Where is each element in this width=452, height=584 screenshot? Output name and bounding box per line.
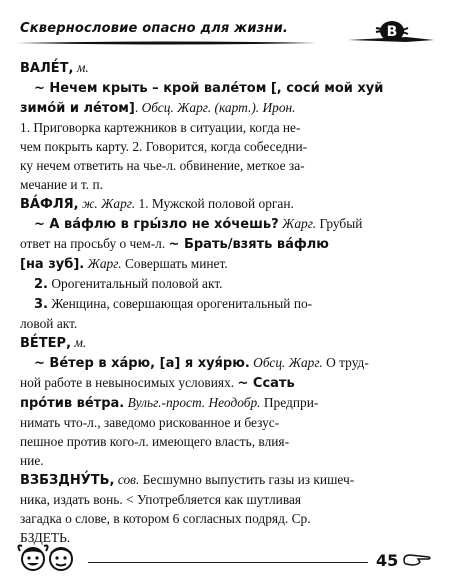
faces-icon (16, 540, 80, 574)
usage-label: Жарг. (282, 216, 317, 231)
entry-headword: ВЗБЗДНУ́ТЬ, (20, 473, 115, 488)
entry-headword: ВЕ́ТЕР, (20, 336, 72, 351)
sense-number: 2. (34, 277, 48, 292)
definition-text: Бесшумно выпустить газы из кишеч- (142, 472, 355, 487)
idiom: ~ А ва́флю в гры́зло не хо́чешь? (34, 217, 279, 232)
header-letter: В (386, 24, 398, 40)
definition-line: БЗДЕТЬ. (20, 530, 71, 545)
entry-vaflya: ВА́ФЛЯ, ж. Жарг. 1. Мужской половой орган. ~ А ва́флю в гры́зло не хо́чешь? Жарг. Грубый ответ на просьбу о чем-л. ~ Брать/взять ва́флю [на зуб]. Жарг. Совершать минет. 2. Орогенитальный половой акт. 3. Женщина, совершающая орогенитальный по- ловой акт. (20, 194, 438, 333)
definition-line: ние. (20, 453, 44, 468)
running-header (16, 12, 440, 48)
idiom: ~ Нечем крыть – крой вале́том [, соси́ мой хуй (34, 81, 384, 96)
pointing-hand-icon (402, 552, 432, 568)
usage-label: Жарг. (87, 256, 122, 271)
brush-stroke-icon (16, 40, 316, 46)
sense-number: 3. (34, 297, 48, 312)
usage-label: Обсц. Жарг. (карт.). Ирон. (141, 100, 296, 115)
idiom: про́тив ве́тра. (20, 396, 125, 411)
entry-veter: ВЕ́ТЕР, м. ~ Ве́тер в ха́рю, [а] я хуя́рю. Обсц. Жарг. О труд- ной работе в невыносимых условиях. ~ Ссать про́тив ве́тра. Вульг.-прост. Неодобр. Предпри- нимать что-л., заведомо рискованное и безус- пешное против кого-л. имеющего власть, влия- ние. (20, 333, 438, 470)
entry-headword: ВАЛЕ́Т, (20, 61, 74, 76)
usage-label: Вульг.-прост. Неодобр. (127, 395, 261, 410)
entry-valet: ВАЛЕ́Т, м. ~ Нечем крыть – крой вале́том [, соси́ мой хуй зимо́й и ле́том]. Обсц. Жарг. (карт.). Ирон. 1. Приговорка картежников в ситуации, когда не- чем покрыть карту. 2. Говорится, когда собеседни- ку нечем ответить на чье-л. обвинение, меткое за- мечание и т. п. (20, 58, 438, 194)
entry-grammar: м. (76, 60, 89, 75)
definition-line: ловой акт. (20, 316, 78, 331)
dictionary-body (20, 58, 438, 547)
footer-rule (88, 562, 368, 563)
definition-line: ника, издать вонь. < Употребляется как шутливая (20, 492, 302, 507)
usage-label: Обсц. Жарг. (253, 355, 323, 370)
idiom: зимо́й и ле́том] (20, 101, 135, 116)
entry-grammar: ж. Жарг. (81, 196, 136, 211)
definition-line: нимать что-л., заведомо рискованное и безус- (20, 415, 280, 430)
idiom: ~ Ссать (237, 376, 295, 391)
entry-grammar: м. (74, 335, 87, 350)
definition-line: 1. Приговорка картежников в ситуации, когда не- (20, 120, 301, 135)
letter-badge-icon (346, 14, 436, 46)
entry-grammar: сов. (117, 472, 140, 487)
idiom: ~ Ве́тер в ха́рю, [а] я хуя́рю. (34, 356, 250, 371)
definition-line: чем покрыть карту. 2. Говорится, когда собеседни- (20, 139, 308, 154)
page-footer (14, 536, 440, 576)
entry-headword: ВА́ФЛЯ, (20, 197, 79, 212)
definition-text: 1. Мужской половой орган. (138, 196, 294, 211)
definition-line: ку нечем ответить на чье-л. обвинение, меткое за- (20, 158, 305, 173)
definition-line: мечание и т. п. (20, 177, 103, 192)
definition-line: загадка о слове, в котором 6 согласных подряд. Ср. (20, 511, 311, 526)
idiom: [на зуб]. (20, 257, 85, 272)
idiom: ~ Брать/взять ва́флю (168, 237, 329, 252)
page-number: 45 (376, 551, 399, 570)
header-title: Сквернословие опасно для жизни. (20, 21, 289, 36)
definition-line: пешное против кого-л. имеющего власть, влия- (20, 434, 290, 449)
